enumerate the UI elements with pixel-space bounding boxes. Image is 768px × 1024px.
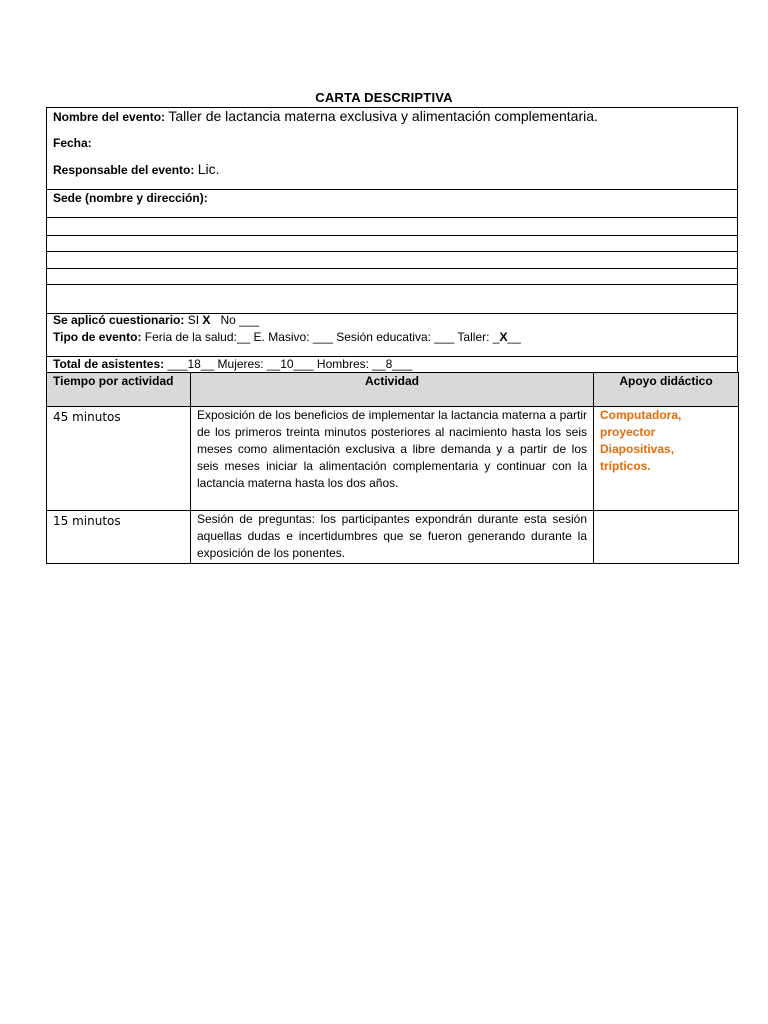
venue-blank-row-2 bbox=[47, 235, 737, 251]
venue-blank-row-4 bbox=[47, 268, 737, 284]
event-type-mark: X bbox=[499, 330, 508, 344]
table-row bbox=[47, 407, 739, 511]
sheet-header-box bbox=[46, 107, 738, 372]
row-support bbox=[594, 511, 739, 564]
venue-label: Sede (nombre y dirección): bbox=[53, 191, 208, 205]
table-row bbox=[47, 511, 739, 564]
row-support bbox=[594, 407, 739, 511]
header-block bbox=[47, 108, 737, 189]
event-type-line bbox=[53, 329, 731, 346]
support-item: proyector bbox=[600, 425, 656, 439]
venue-blank-row-1 bbox=[47, 217, 737, 235]
attendees-row bbox=[47, 356, 737, 372]
event-type-label: Tipo de evento: bbox=[53, 330, 142, 344]
questionnaire-si: SI bbox=[187, 313, 200, 327]
responsible-value: Lic. bbox=[197, 161, 220, 177]
questionnaire-label: Se aplicó cuestionario: bbox=[53, 313, 185, 327]
date-label: Fecha: bbox=[53, 136, 92, 150]
venue-blank-row-3 bbox=[47, 251, 737, 268]
row-time: 15 minutos bbox=[47, 511, 191, 564]
header-activity: Actividad bbox=[191, 373, 594, 407]
event-type-tail: __ bbox=[507, 330, 521, 344]
header-support: Apoyo didáctico bbox=[594, 373, 739, 407]
support-item: Computadora, bbox=[600, 408, 682, 422]
attendees-label: Total de asistentes: bbox=[53, 357, 165, 371]
descriptive-sheet bbox=[46, 107, 738, 564]
event-type-options: Feria de la salud:__ E. Masivo: ___ Sesión educativa: ___ Taller: _ bbox=[144, 330, 500, 344]
questionnaire-mark: X bbox=[202, 313, 211, 327]
row-activity: Exposición de los beneficios de implementar la lactancia materna a partir de los primeros treinta minutos posteriores al nacimiento hasta los seis meses como alimentación exclusiva a libre demanda y a partir de los seis meses iniciar la alimentación complementaria y continuar con la lactancia materna hasta los dos años. bbox=[191, 407, 594, 511]
event-name-value: Taller de lactancia materna exclusiva y alimentación complementaria. bbox=[168, 108, 598, 124]
activities-table bbox=[46, 372, 739, 564]
support-item: Diapositivas, bbox=[600, 442, 675, 456]
questionnaire-no: No ___ bbox=[220, 313, 260, 327]
venue-blank-row-5 bbox=[47, 284, 737, 313]
date-line bbox=[53, 136, 731, 150]
support-item: trípticos. bbox=[600, 459, 651, 473]
row-time: 45 minutos bbox=[47, 407, 191, 511]
event-name-label: Nombre del evento: bbox=[53, 110, 166, 124]
questionnaire-line bbox=[53, 312, 731, 329]
event-name-line bbox=[53, 109, 731, 124]
venue-row bbox=[47, 189, 737, 217]
attendees-value: ___18__ Mujeres: __10___ Hombres: __8___ bbox=[167, 357, 413, 371]
table-header-row bbox=[47, 373, 739, 407]
event-info-block bbox=[47, 313, 737, 356]
responsible-line bbox=[53, 162, 731, 177]
responsible-label: Responsable del evento: bbox=[53, 163, 195, 177]
row-activity: Sesión de preguntas: los participantes expondrán durante esta sesión aquellas dudas e incertidumbres que se fueron generando durante la exposición de los ponentes. bbox=[191, 511, 594, 564]
header-time: Tiempo por actividad bbox=[47, 373, 191, 407]
page-title: CARTA DESCRIPTIVA bbox=[315, 90, 453, 105]
